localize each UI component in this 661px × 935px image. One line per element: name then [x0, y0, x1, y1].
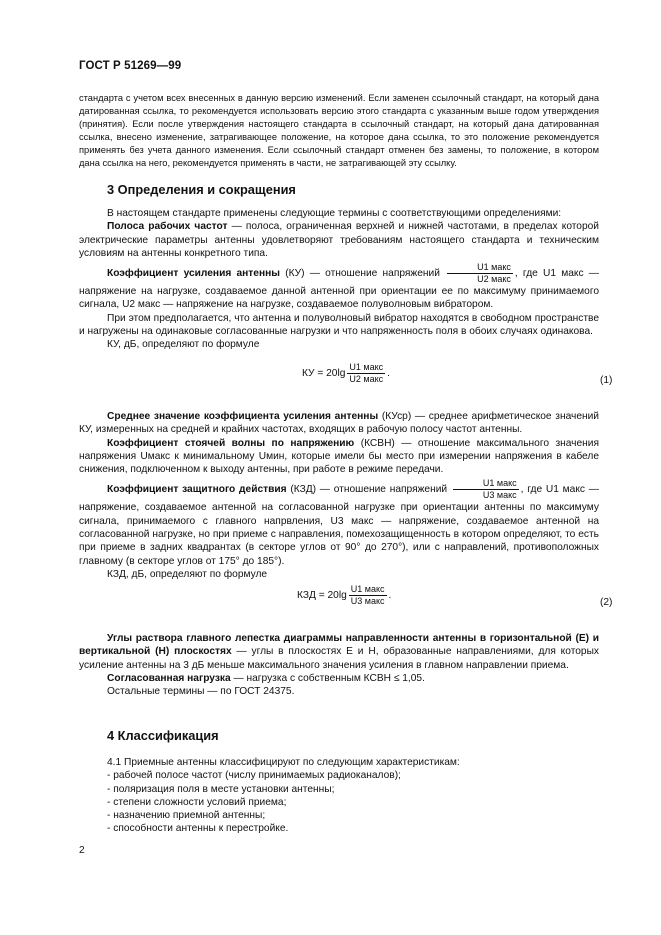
term-definition-part: , где U1 макс — напряжение на нагрузке, создаваемое данной антенной при ориентации ее по максимуму принимаемого сигнала, U2 макс — напряжение на нагрузке, создаваемое полуволновым вибратором.: [79, 268, 599, 311]
formula-left: КУ = 20lg: [302, 368, 346, 380]
term-definition-part: (КЗД) — отношение напряжений: [286, 484, 451, 496]
fraction-denominator: U2 макс: [349, 374, 384, 384]
section-3-body-continued: [79, 410, 599, 581]
intro-paragraph: стандарта с учетом всех внесенных в данную версию изменений. Если заменен ссылочный стандарт, на который дана датированная ссылка, то рекомендуется использовать версию этого стандарта с указанным выше годом утверждения (принятия). Если после утверждения настоящего стандарта в ссылочный стандарт, на который дана датированная ссылка, внесено изменение, затрагивающее положение, на которое дана ссылка, то это положение рекомендуется применять без учета данного изменения. Если ссылочный стандарт отменен без замены, то положение, в котором дана ссылка на него, рекомендуется применять в части, не затрагивающей эту ссылку.: [79, 93, 599, 168]
equation-number-2: (2): [600, 597, 613, 608]
formula-left: КЗД = 20lg: [297, 590, 347, 602]
list-item: - степени сложности условий приема;: [107, 796, 287, 808]
fraction-denominator: U3 макс: [482, 490, 517, 501]
term-title: Углы раствора главного лепестка диаграммы направленности антенны в горизонтальной (Е) и вертикальной (Н) плоскостях: [79, 633, 599, 658]
formula-1-lead: КУ, дБ, определяют по формуле: [107, 339, 260, 351]
term-vswr: [79, 437, 599, 477]
term-title: Полоса рабочих частот: [107, 221, 228, 233]
term-operating-band: [79, 220, 599, 260]
term-definition: (КУср) — среднее арифметическое значений КУ, измеренных на средней и крайних частотах, входящих в рабочую полосу частот антенны.: [79, 411, 599, 436]
term-definition: (КСВН) — отношение максимального значения напряжения Uмакс к минимальному Uмин, которые имели бы место при измерении напряжения в кабеле снижения, подключенном к выходу антенны, при работе в режиме передачи.: [79, 437, 599, 476]
section-3-title: 3 Определения и сокращения: [107, 182, 296, 197]
formula-2-lead: КЗД, дБ, определяют по формуле: [107, 568, 268, 580]
section-4-lead: 4.1 Приемные антенны классифицируют по следующим характеристикам:: [107, 757, 460, 768]
term-title: Согласованная нагрузка: [107, 672, 231, 684]
term-definition: — нагрузка с собственным КСВН ≤ 1,05.: [230, 672, 425, 684]
section-3-body-end: [79, 632, 599, 698]
document-header: ГОСТ Р 51269—99: [79, 60, 182, 72]
formula-tail: .: [388, 590, 392, 602]
fraction-denominator: U3 макс: [350, 596, 385, 606]
section-4-title: 4 Классификация: [107, 728, 219, 743]
list-item: - поляризация поля в месте установки антенны;: [107, 783, 335, 795]
section-3-lead: В настоящем стандарте применены следующие термины с соответствующими определениями:: [107, 208, 562, 219]
voltage-ratio-fraction: [447, 262, 513, 285]
formula-tail: .: [387, 368, 390, 380]
section-4-body: [79, 756, 599, 836]
page-number: 2: [79, 845, 85, 856]
term-definition-part: (КУ) — отношение напряжений: [279, 268, 446, 280]
term-title: Среднее значение коэффициента усиления антенны: [107, 411, 379, 422]
term-definition: — полоса, ограниченная верхней и нижней частотами, в пределах которой электрические параметры антенны удовлетворяют требованиям настоящего стандарта и техническим условиям на антенны конкретного типа.: [79, 221, 599, 259]
term-matched-load: [79, 672, 599, 685]
term-title: Коэффициент стоячей волны по напряжению: [107, 437, 355, 449]
formula-fraction: [347, 362, 385, 385]
fraction-numerator: U1 макс: [453, 478, 519, 490]
list-item: - рабочей полосе частот (числу принимаемых радиоканалов);: [107, 770, 401, 782]
list-item: - способности антенны к перестройке.: [107, 823, 289, 835]
term-antenna-gain: [79, 262, 599, 312]
term-title: Коэффициент защитного действия: [107, 484, 287, 496]
term-definition: — углы в плоскостях E и H, образованные направлениями, для которых усиление антенны на 3 дБ меньше максимального значения усиления в главном направлении приема.: [79, 646, 599, 671]
section-3-body: [79, 207, 599, 352]
term-definition-part: , где U1 макс — напряжение, создаваемое антенной на согласованной нагрузке при ориентации антенны по максимуму сигнала, принимаемого с главного напрвления, U3 макс — напряжение, создаваемое антенной на согласованной нагрузке, но при приеме с направления, помехозащищенность в котором определяют, то есть при приеме в задних квадрантах (в секторе углов от 90° до 270°), или с направлений, противоположных главному (в секторе углов от 175° до 185°).: [79, 484, 599, 567]
equation-number-1: (1): [600, 375, 613, 386]
fraction-denominator: U2 макс: [477, 274, 511, 285]
formula-2: [297, 584, 391, 607]
formula-fraction: [349, 584, 387, 607]
list-item: - назначению приемной антенны;: [107, 810, 266, 822]
term-protective-action: [79, 478, 599, 567]
term-beamwidth: [79, 632, 599, 672]
fraction-numerator: U1 макс: [350, 584, 385, 594]
other-terms: Остальные термины — по ГОСТ 24375.: [107, 686, 295, 698]
fraction-numerator: U1 макс: [447, 262, 513, 274]
term-title: Коэффициент усиления антенны: [107, 268, 280, 280]
formula-1: [302, 362, 390, 385]
gain-note: При этом предполагается, что антенна и полуволновый вибратор находятся в свободном пространстве и нагружены на одинаковые согласованные нагрузки и что напряженность поля в обоих случаях одинакова.: [79, 312, 599, 338]
voltage-ratio-fraction: [453, 478, 519, 501]
term-average-gain: [79, 410, 599, 437]
fraction-numerator: U1 макс: [349, 362, 384, 372]
